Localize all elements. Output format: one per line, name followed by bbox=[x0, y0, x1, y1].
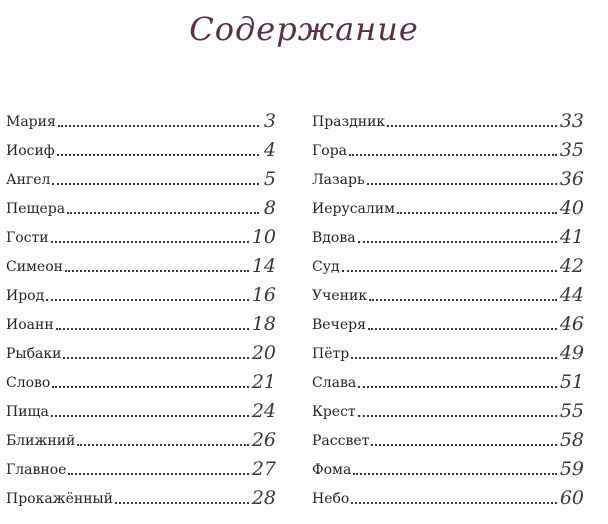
toc-entry[interactable] bbox=[312, 392, 584, 421]
dot-leader bbox=[51, 241, 249, 243]
toc-entry[interactable] bbox=[312, 363, 584, 392]
toc-entry-page: 18 bbox=[251, 313, 276, 335]
toc-entry-label: Рыбаки bbox=[6, 346, 62, 362]
toc-entry-label: Прокажённый bbox=[6, 491, 113, 507]
toc-entry-page: 59 bbox=[559, 458, 584, 480]
toc-entry-page: 41 bbox=[559, 226, 584, 248]
dot-leader bbox=[397, 212, 557, 214]
toc-entry-label: Ангел bbox=[6, 172, 51, 188]
toc-entry[interactable] bbox=[312, 218, 584, 247]
toc-entry-page: 24 bbox=[251, 400, 276, 422]
toc-entry-page: 21 bbox=[251, 371, 276, 393]
toc-column-right bbox=[312, 102, 584, 508]
dot-leader bbox=[387, 125, 557, 127]
dot-leader bbox=[52, 386, 248, 388]
toc-entry-label: Пещера bbox=[6, 201, 66, 217]
toc-entry-label: Небо bbox=[312, 491, 350, 507]
toc-entry-label: Ирод bbox=[6, 288, 45, 304]
toc-entry[interactable] bbox=[312, 334, 584, 363]
dot-leader bbox=[368, 328, 557, 330]
toc-entry-label: Ученик bbox=[312, 288, 368, 304]
toc-entry-page: 51 bbox=[559, 371, 584, 393]
toc-entry-page: 10 bbox=[251, 226, 276, 248]
toc-entry-label: Пища bbox=[6, 404, 49, 420]
toc-entry-page: 44 bbox=[559, 284, 584, 306]
dot-leader bbox=[56, 328, 249, 330]
toc-entry-page: 26 bbox=[251, 429, 276, 451]
toc-entry-page: 35 bbox=[559, 139, 584, 161]
toc-entry[interactable] bbox=[312, 276, 584, 305]
toc-column-left bbox=[6, 102, 276, 508]
toc-entry-page: 46 bbox=[559, 313, 584, 335]
toc-entry[interactable] bbox=[312, 131, 584, 160]
toc-entry-label: Ближний bbox=[6, 433, 76, 449]
dot-leader bbox=[52, 183, 259, 185]
toc-entry-label: Вдова bbox=[312, 230, 356, 246]
dot-leader bbox=[367, 183, 557, 185]
dot-leader bbox=[57, 154, 259, 156]
toc-entry[interactable] bbox=[6, 160, 276, 189]
toc-entry[interactable] bbox=[312, 305, 584, 334]
toc-entry-page: 27 bbox=[251, 458, 276, 480]
toc-entry[interactable] bbox=[6, 334, 276, 363]
dot-leader bbox=[351, 502, 556, 504]
dot-leader bbox=[68, 473, 248, 475]
toc-entry-label: Иоанн bbox=[6, 317, 54, 333]
toc-entry[interactable] bbox=[312, 479, 584, 508]
toc-entry-page: 60 bbox=[559, 487, 584, 509]
toc-entry-page: 58 bbox=[559, 429, 584, 451]
toc-entry-page: 16 bbox=[251, 284, 276, 306]
toc-entry[interactable] bbox=[6, 247, 276, 276]
toc-entry-label: Гора bbox=[312, 143, 348, 159]
toc-entry[interactable] bbox=[6, 450, 276, 479]
toc-entry-label: Иосиф bbox=[6, 143, 55, 159]
toc-entry[interactable] bbox=[6, 479, 276, 508]
dot-leader bbox=[58, 125, 259, 127]
toc-entry-label: Симеон bbox=[6, 259, 63, 275]
toc-entry-label: Пётр bbox=[312, 346, 350, 362]
dot-leader bbox=[358, 386, 557, 388]
toc-entry-label: Лазарь bbox=[312, 172, 365, 188]
toc-entry-label: Рассвет bbox=[312, 433, 370, 449]
toc-entry-page: 55 bbox=[559, 400, 584, 422]
toc-entry-label: Иерусалим bbox=[312, 201, 395, 217]
toc-entry-label: Крест bbox=[312, 404, 356, 420]
toc-entry[interactable] bbox=[312, 102, 584, 131]
toc-entry-page: 33 bbox=[559, 110, 584, 132]
toc-entry-label: Праздник bbox=[312, 114, 386, 130]
dot-leader bbox=[77, 444, 248, 446]
toc-entry[interactable] bbox=[6, 102, 276, 131]
dot-leader bbox=[115, 502, 249, 504]
toc-entry-label: Фома bbox=[312, 462, 352, 478]
dot-leader bbox=[46, 299, 249, 301]
toc-entry-page: 40 bbox=[559, 197, 584, 219]
toc-entry[interactable] bbox=[312, 450, 584, 479]
toc-entry-label: Вечеря bbox=[312, 317, 366, 333]
toc-entry-page: 36 bbox=[559, 168, 584, 190]
dot-leader bbox=[353, 473, 557, 475]
toc-entry-label: Главное bbox=[6, 462, 67, 478]
toc-entry-page: 14 bbox=[251, 255, 276, 277]
toc-entry-page: 3 bbox=[263, 110, 276, 132]
toc-entry-label: Мария bbox=[6, 114, 56, 130]
toc-entry-page: 5 bbox=[263, 168, 276, 190]
toc-entry[interactable] bbox=[6, 276, 276, 305]
toc-entry-page: 8 bbox=[263, 197, 276, 219]
dot-leader bbox=[65, 270, 249, 272]
toc-entry[interactable] bbox=[312, 160, 584, 189]
toc-entry-label: Гости bbox=[6, 230, 49, 246]
toc-entry[interactable] bbox=[6, 392, 276, 421]
toc-entry[interactable] bbox=[312, 247, 584, 276]
toc-entry[interactable] bbox=[6, 218, 276, 247]
toc-entry[interactable] bbox=[6, 363, 276, 392]
dot-leader bbox=[63, 357, 248, 359]
toc-entry-label: Слава bbox=[312, 375, 357, 391]
toc-entry-page: 28 bbox=[251, 487, 276, 509]
dot-leader bbox=[371, 444, 556, 446]
toc-entry[interactable] bbox=[6, 421, 276, 450]
toc-entry-page: 49 bbox=[559, 342, 584, 364]
dot-leader bbox=[342, 270, 557, 272]
toc-entry-page: 4 bbox=[263, 139, 276, 161]
dot-leader bbox=[351, 357, 557, 359]
toc-entry[interactable] bbox=[6, 189, 276, 218]
dot-leader bbox=[51, 415, 249, 417]
dot-leader bbox=[369, 299, 557, 301]
dot-leader bbox=[349, 154, 557, 156]
toc-entry[interactable] bbox=[312, 421, 584, 450]
toc-entry[interactable] bbox=[6, 131, 276, 160]
dot-leader bbox=[358, 241, 557, 243]
dot-leader bbox=[67, 212, 259, 214]
toc-entry[interactable] bbox=[312, 189, 584, 218]
dot-leader bbox=[358, 415, 557, 417]
toc-entry-label: Слово bbox=[6, 375, 51, 391]
toc-entry-label: Суд bbox=[312, 259, 340, 275]
page-title: Содержание bbox=[189, 10, 419, 48]
toc-entry[interactable] bbox=[6, 305, 276, 334]
toc-entry-page: 42 bbox=[559, 255, 584, 277]
toc-entry-page: 20 bbox=[251, 342, 276, 364]
